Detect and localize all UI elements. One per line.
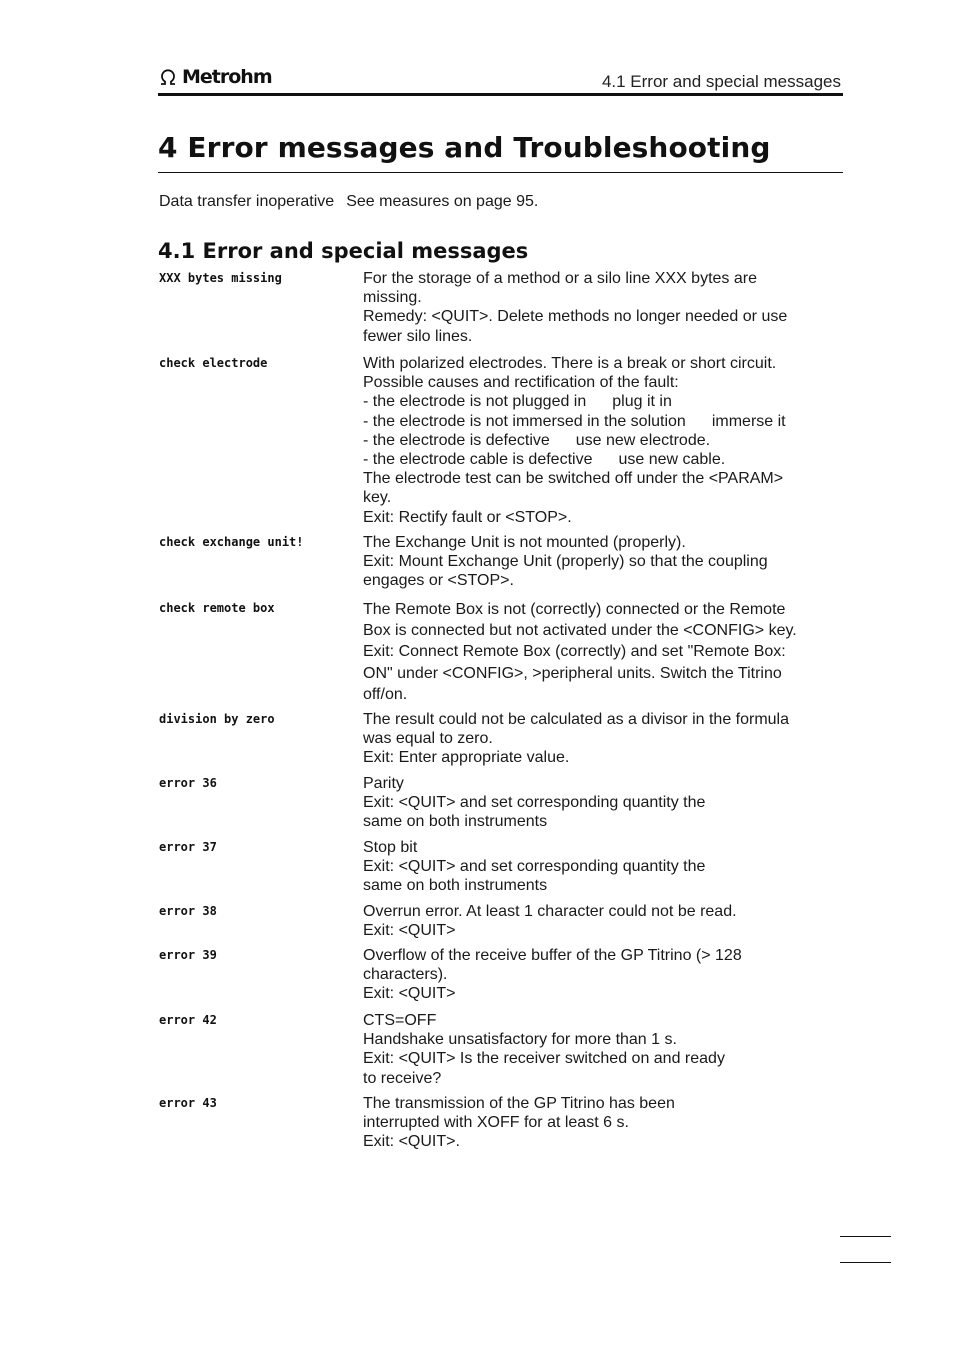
fault-remedy: immerse it <box>711 412 786 430</box>
description-line: engages or <STOP>. <box>363 572 514 590</box>
description-line: The Exchange Unit is not mounted (properly). <box>363 534 686 551</box>
error-code: check exchange unit! <box>159 535 304 549</box>
description-line: Exit: <QUIT> and set corresponding quantity the <box>363 858 706 876</box>
description-line: Exit: <QUIT> <box>363 922 456 940</box>
description-line: key. <box>363 489 392 507</box>
error-description <box>363 269 843 346</box>
fault-cause: - the electrode is not immersed in the solution <box>363 412 686 430</box>
description-line: to receive? <box>363 1069 442 1087</box>
description-line <box>363 412 843 431</box>
description-line: CTS=OFF <box>363 1012 437 1029</box>
fault-remedy: plug it in <box>612 393 672 411</box>
description-line: Exit: Enter appropriate value. <box>363 749 570 767</box>
description-line: Possible causes and rectification of the fault: <box>363 374 679 392</box>
description-line: Parity <box>363 775 404 792</box>
error-code: division by zero <box>159 712 275 726</box>
error-code: error 37 <box>159 840 217 854</box>
description-line: The transmission of the GP Titrino has been <box>363 1095 675 1112</box>
error-code: error 36 <box>159 776 217 790</box>
description-line <box>363 450 843 469</box>
intro-label: Data transfer inoperative <box>159 193 335 210</box>
description-line: Exit: Connect Remote Box (correctly) and set "Remote Box: <box>363 643 786 661</box>
error-description <box>363 533 843 591</box>
error-code: error 43 <box>159 1096 217 1110</box>
header-rule <box>158 93 843 96</box>
description-line: Exit: <QUIT> Is the receiver switched on and ready <box>363 1050 725 1068</box>
error-code: error 38 <box>159 904 217 918</box>
error-code: check remote box <box>159 601 275 615</box>
intro-text: See measures on page 95. <box>346 193 539 210</box>
description-line: interrupted with XOFF for at least 6 s. <box>363 1114 629 1132</box>
description-line: Remedy: <QUIT>. Delete methods no longer needed or use <box>363 308 788 326</box>
description-line: same on both instruments <box>363 813 548 831</box>
description-line: Exit: Mount Exchange Unit (properly) so that the coupling <box>363 553 768 571</box>
error-code: check electrode <box>159 356 268 370</box>
description-line: Exit: <QUIT>. <box>363 1133 460 1151</box>
description-line: characters). <box>363 966 448 984</box>
fault-cause: - the electrode cable is defective <box>363 451 593 469</box>
description-line: Stop bit <box>363 839 418 856</box>
omega-logo-icon <box>158 67 178 87</box>
description-line: same on both instruments <box>363 877 548 895</box>
intro-line <box>159 193 538 211</box>
description-line: ON" under <CONFIG>, >peripheral units. Switch the Titrino <box>363 664 782 682</box>
description-line <box>363 431 843 450</box>
error-description <box>363 599 843 705</box>
fault-remedy: use new electrode. <box>575 431 711 449</box>
error-description <box>363 838 843 896</box>
fault-remedy: use new cable. <box>618 451 726 469</box>
description-line: Exit: <QUIT> <box>363 985 456 1003</box>
chapter-title: 4 Error messages and Troubleshooting <box>158 131 771 164</box>
description-line: The result could not be calculated as a divisor in the formula <box>363 711 790 728</box>
fault-cause: - the electrode is defective <box>363 431 550 449</box>
description-line: Overflow of the receive buffer of the GP Titrino (> 128 <box>363 947 742 964</box>
error-description <box>363 946 843 1004</box>
error-description <box>363 710 843 768</box>
description-line: With polarized electrodes. There is a break or short circuit. <box>363 355 777 372</box>
running-head: 4.1 Error and special messages <box>601 72 841 91</box>
description-line: was equal to zero. <box>363 730 493 748</box>
error-description <box>363 774 843 832</box>
description-line: For the storage of a method or a silo line XXX bytes are <box>363 270 757 287</box>
section-title: 4.1 Error and special messages <box>158 239 529 263</box>
error-description <box>363 902 843 940</box>
error-code: XXX bytes missing <box>159 271 282 285</box>
chapter-rule <box>158 172 843 173</box>
description-line: Exit: <QUIT> and set corresponding quantity the <box>363 794 706 812</box>
description-line: Box is connected but not activated under the <CONFIG> key. <box>363 622 797 640</box>
logo-text: Metrohm <box>182 66 272 88</box>
metrohm-logo <box>158 66 272 88</box>
description-line <box>363 392 843 411</box>
error-description <box>363 1094 843 1152</box>
description-line: The Remote Box is not (correctly) connected or the Remote <box>363 601 786 618</box>
footer-rule-top <box>840 1236 891 1237</box>
fault-cause: - the electrode is not plugged in <box>363 393 587 411</box>
description-line: Overrun error. At least 1 character could not be read. <box>363 903 737 920</box>
footer-rule-bottom <box>840 1262 891 1263</box>
error-code: error 42 <box>159 1013 217 1027</box>
description-line: The electrode test can be switched off under the <PARAM> <box>363 470 784 488</box>
description-line: off/on. <box>363 685 408 703</box>
description-line: Exit: Rectify fault or <STOP>. <box>363 508 572 526</box>
error-description <box>363 1011 843 1088</box>
page-header <box>158 64 843 96</box>
description-line: fewer silo lines. <box>363 327 473 345</box>
description-line: missing. <box>363 289 422 307</box>
error-code: error 39 <box>159 948 217 962</box>
error-description <box>363 354 843 527</box>
description-line: Handshake unsatisfactory for more than 1 s. <box>363 1031 677 1049</box>
